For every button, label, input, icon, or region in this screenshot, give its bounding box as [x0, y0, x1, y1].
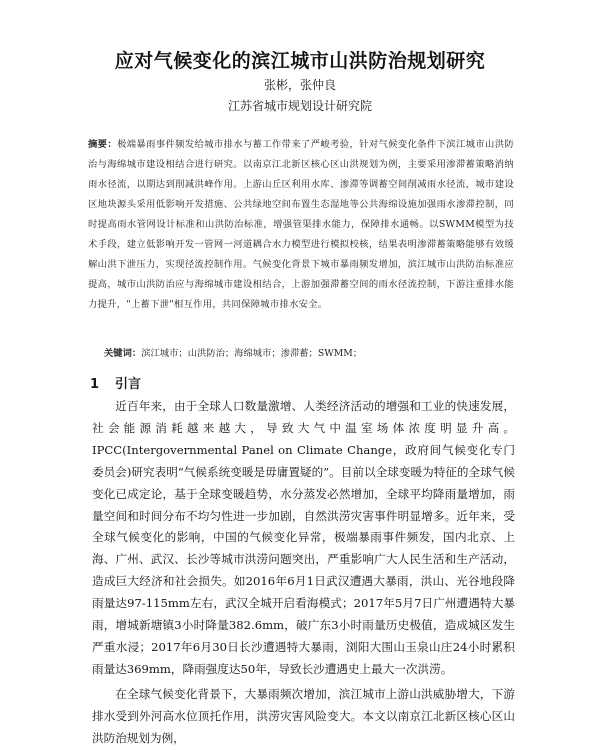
abstract-label: 摘要： [88, 139, 118, 150]
section-title: 引言 [115, 377, 142, 392]
abstract-text: 极端暴雨事件频发给城市排水与蓄工作带来了严峻考验，针对气候变化条件下滨江城市山洪防治与海绵城市建设相结合进行研究。以南京江北新区核心区山洪规划为例，主要采用渗滞蓄策略消纳雨水径流，以期达到削减洪峰作用。上游山丘区利用水库、渗滞等调蓄空间削减雨水径流，城市建设区地块源头采用低影响开发措施、公共绿地空间布置生态湿地等公共海绵设施加强雨水渗滞控制，同时提高雨水管网设计标准和山洪防治标准，增强管渠排水能力，保障排水通畅。以SWMM模型为技术手段，建立低影响开发一管网一河道耦合水力模型进行模拟校核，结果表明渗滞蓄策略能够有效缓解山洪下泄压力，实现径流控制作用。气候变化背景下城市暴雨频发增加，滨江城市山洪防治标准应提高，城市山洪防治应与海绵城市建设相结合，上游加强滞蓄空间的雨水径流控制，下游注重排水能力提升，"上蓄下泄"相互作用，共同保障城市排水安全。 [88, 139, 514, 310]
paper-authors: 张彬，张仲良 [263, 78, 336, 92]
abstract [88, 135, 514, 315]
keywords-label: 关键词： [104, 348, 142, 359]
section-heading [90, 373, 141, 392]
paragraph-text: 近百年来，由于全球人口数量激增、人类经济活动的增强和工业的快速发展，社会能源消耗越来越大，导致大气中温室场体浓度明显升高。IPCC(Intergovernmental Panel on Climate Change，政府间气候变化专门委员会)研究表明“气候系统变暖是毋庸置疑的”。目前以全球变暖为特征的全球气候变化已成定论，基于全球变暖趋势，水分蒸发必然增加，全球平均降雨量增加，雨量空间和时间分布不均匀性进一步加剧，自然洪涝灾害事件明显增多。近年来，受全球气候变化的影响，中国的气候变化异常，极端暴雨事件频发，国内北京、上海、广州、武汉、长沙等城市洪涝问题突出，严重影响广大人民生活和生产活动，造成巨大经济和社会损失。如2016年6月1日武汉遭遇大暴雨，洪山、光谷地段降雨量达97-115mm左右，武汉全城开启看海模式；2017年5月7日广州遭遇特大暴雨，增城新塘镇3小时降量382.6mm，破广东3小时雨量历史极值，造成城区发生严重水浸；2017年6月30日长沙遭遇特大暴雨，浏阳大围山玉泉山庄24小时累积雨量达369mm，降雨强度达50年，导致长沙遭遇史上最大一次洪涝。 [92, 399, 515, 676]
paper-title: 应对气候变化的滨江城市山洪防治规划研究 [114, 50, 486, 72]
body-paragraph-2 [92, 684, 515, 750]
body-paragraph-1 [92, 396, 515, 681]
keywords [104, 346, 514, 362]
keywords-text: 滨江城市；山洪防治；海绵城市；渗滞蓄；SWMM； [141, 348, 363, 359]
paper-affiliation: 江苏省城市规划设计研究院 [227, 99, 372, 113]
section-number: 1 [90, 377, 100, 392]
paragraph-text: 在全球气候变化背景下，大暴雨频次增加，滨江城市上游山洪威胁增大，下游排水受到外河高水位顶托作用，洪涝灾害风险变大。本文以南京江北新区核心区山洪防治规划为例， [92, 687, 515, 745]
